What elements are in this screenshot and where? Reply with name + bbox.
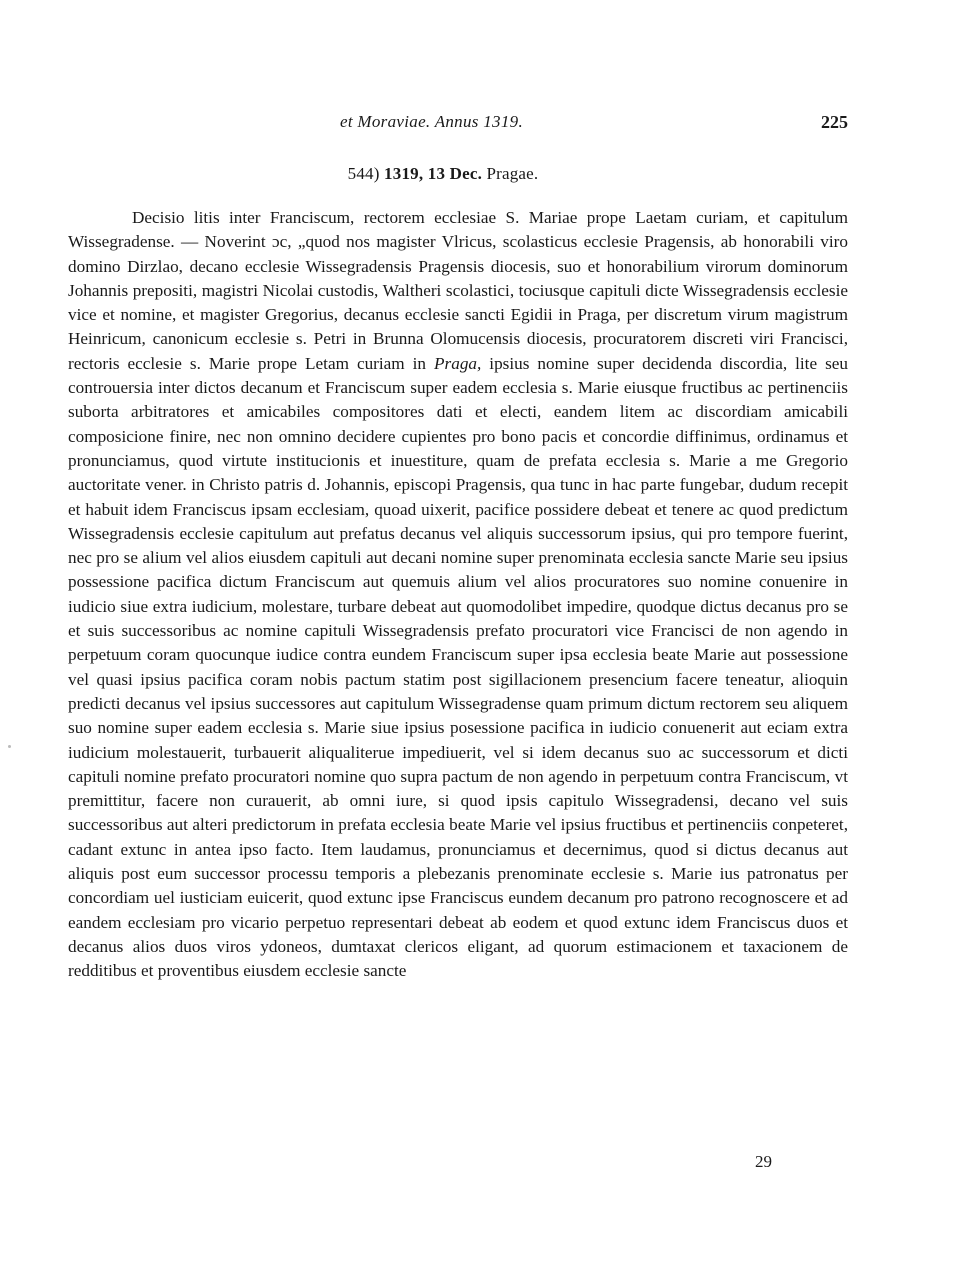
regest-summary: Decisio litis inter Franciscum, rectorem ecclesiae S. Mariae prope Laetam curiam, et capitulum Wissegradense. [68, 208, 848, 252]
document-date: 1319, 13 Dec. [384, 164, 483, 183]
place-name-italic: Praga, [434, 353, 482, 373]
document-number: 544) [347, 164, 380, 183]
document-page [68, 112, 848, 984]
body-text-part-2: ipsius nomine super decidenda discordia, lite seu controuersia inter dictos decanum et Franciscum super eadem ecclesia s. Marie eiusque fructibus ac pertinenciis suborta arbitratores et amicabiles compositores dati et electi, eandem litem ac discordiam amicabili composicione finire, nec non omnino decidere cupientes pro bono pacis et concordie diffinimus, ordinamus et pronunciamus, quod virtute institucionis et inuestiture, quam de prefata ecclesia s. Marie a me Gregorio auctoritate vener. in Christo patris d. Johannis, episcopi Pragensis, qua tunc in hac parte fungebar, dudum recepit et habuit idem Franciscus ipsam ecclesiam, quoad uixerit, pacifice possidere debeat et tenere ac quod predictum Wissegradensis ecclesie capitulum aut prefatus decanus vel aliquis successorum ipsius, qui pro tempore fuerint, nec pro se alium vel alios eiusdem capituli aut decani nomine super prenominata ecclesia sancte Marie seu ipsius possessione pacifica dictum Franciscum aut quemuis alium vel alios procuratores suo nomine conuenire in iudicio siue extra iudicium, molestare, turbare debeat aut quomodolibet impedire, quodque dictus decanus pro se et suis successoribus ac nomine capituli Wissegradensis prefato procuratori vice Francisci de non agendo in perpetuum coram quocunque iudice contra eundem Franciscum super ipsa ecclesia beate Marie aut possessione vel quasi ipsius pacifica coram nobis pactum statim post sigillacionem presencium facere teneatur, alioquin predicti decanus vel ipsius successores aut capitulum Wissegradense quam primum dictum rectorem seu aliquem suo nomine super eadem ecclesia s. Marie siue ipsius posessione pacifica in iudicio conuenerit aut eciam extra iudicium molestauerit, turbauerit aliqualiterue impediuerit, vel si idem decanus suo ac successorum et dicti capituli nomine prefato procuratori nomine quo supra pactum de non agendo in perpetuum contra Franciscum, vt premittitur, facere non curauerit, ab omni iure, si quod ipsis capitulo Wissegradensi, decano vel suis successoribus aut alteri predictorum in prefata ecclesia beate Marie vel ipsius fructibus et pertinenciis conpeteret, cadant extunc in antea ipso facto. Item laudamus, pronunciamus et decernimus, quod si dictus decanus aut aliquis post eum successor processu temporis a plebezanis prenominate ecclesie s. Marie ius patronatus per concordiam uel iusticiam euicerit, quod extunc ipse Franciscus eundem decanum pro patrono recognoscere et ad eandem ecclesiam pro vicario perpetuo representari debeat ab eodem et quod extunc idem Franciscus duos et decanus alios duos viros ydoneos, dumtaxat clericos eligant, ad quorum estimacionem et taxacionem de redditibus et proventibus eiusdem ecclesie sancte [68, 353, 848, 981]
running-title: et Moraviae. Annus 1319. [340, 112, 524, 131]
signature-mark: 29 [755, 1152, 772, 1171]
document-text [68, 206, 848, 984]
page-number: 225 [821, 112, 848, 132]
document-heading [38, 164, 848, 184]
running-head [68, 112, 848, 142]
margin-speck [8, 745, 11, 748]
body-text-part-1: — Noverint ɔc, „quod nos magister Vlricus, scolasticus ecclesie Pragensis, ab honorabili viro domino Dirzlao, decano ecclesie Wissegradensis Pragensis diocesis, suo et honorabilium virorum dominorum Johannis prepositi, magistri Nicolai custodis, Waltheri scolastici, tociusque capituli dicte Wissegradensis ecclesie vice et nomine, et magister Gregorius, decanus ecclesie sancti Egidii in Praga, per discretum virum magistrum Heinricum, canonicum ecclesie s. Petri in Brunna Olomucensis diocesis, procuratorem discreti viri Francisci, rectoris ecclesie s. Marie prope Letam curiam in [68, 232, 848, 373]
document-place: Pragae. [486, 164, 539, 183]
